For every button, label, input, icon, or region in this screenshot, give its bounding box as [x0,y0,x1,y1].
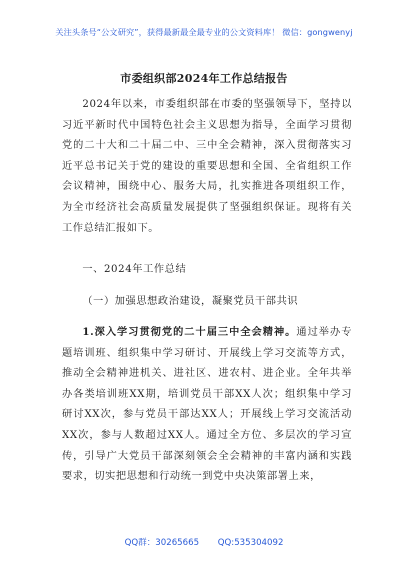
qq-group: QQ群：30265665 [124,538,200,548]
qq-number: QQ:535304092 [217,538,284,548]
header-note: 关注头条号“公文研究”，获得最新最全最专业的公文资料库！ 微信：gongwenyj [55,27,353,37]
document-title: 市委组织部2024年工作总结报告 [120,72,288,85]
section-heading: 一、2024年工作总结 [82,264,187,275]
footer-contacts [0,536,408,548]
subsection-heading: （一）加强思想政治建设，凝聚党员干部共识 [82,296,299,307]
intro-paragraph: 2024年以来，市委组织部在市委的坚强领导下，坚持以习近平新时代中国特色社会主义思想为指导，全面学习贯彻党的二十大和二十届二中、三中全会精神，深入贯彻落实习近平总书记关于党的建设的重要思想和全国、全省组织工作会议精神，围绕中心、服务大局，扎实推进各项组织工作，为全市经济社会高质量发展提供了坚强组织保证。现将有关工作总结汇报如下。 [62,99,352,234]
item-body: 通过举办专题培训班、组织集中学习研讨、开展线上学习交流等方式，推动全会精神进机关、进社区、进农村、进企业。全年共举办各类培训班XX期，培训党员干部XX人次；组织集中学习研讨XX次，参与党员干部达XX人；开展线上学习交流活动XX次，参与人数超过XX人。通过全方位、多层次的学习宣传，引导广大党员干部深刻领会全会精神的丰富内涵和实践要求，切实把思想和行动统一到党中央决策部署上来， [62,327,353,483]
item-paragraph [62,322,352,488]
item-lead: 1.深入学习贯彻党的二十届三中全会精神。 [82,326,297,338]
